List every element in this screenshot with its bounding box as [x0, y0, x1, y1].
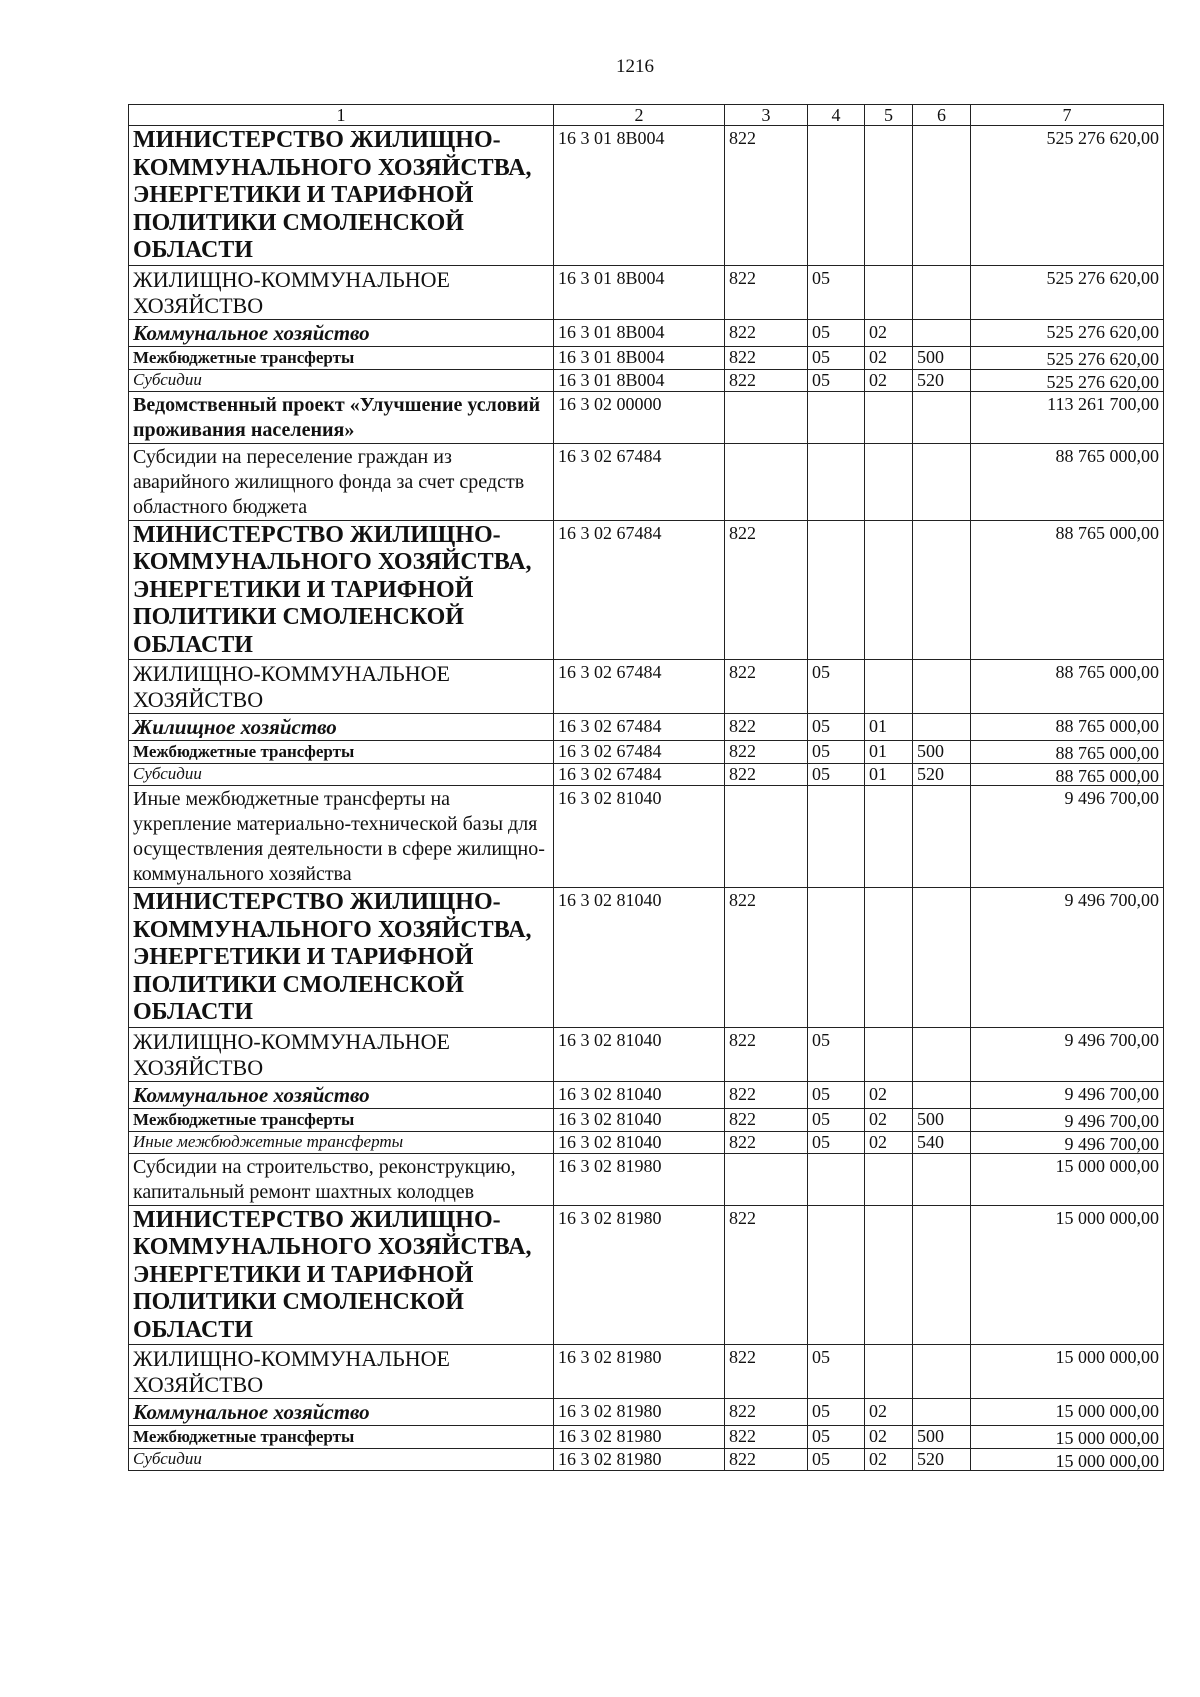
- amount-cell: 9 496 700,00: [971, 1027, 1164, 1081]
- amount-cell: 9 496 700,00: [971, 1108, 1164, 1131]
- subsection-code-cell: [865, 786, 913, 888]
- expense-type-code-cell: 540: [913, 1131, 971, 1153]
- page-number: 1216: [616, 56, 654, 77]
- expense-type-code-cell: 500: [913, 1108, 971, 1131]
- section-code-cell: 05: [808, 369, 865, 391]
- subsection-code-cell: 02: [865, 369, 913, 391]
- section-code-cell: 05: [808, 660, 865, 714]
- section-code-cell: 05: [808, 265, 865, 319]
- budget-owner-code-cell: 822: [725, 764, 808, 786]
- row-name-cell: Межбюджетные трансферты: [129, 346, 554, 369]
- section-code-cell: 05: [808, 1399, 865, 1426]
- budget-owner-code-cell: 822: [725, 660, 808, 714]
- subsection-code-cell: 01: [865, 714, 913, 741]
- header-col-1: 1: [129, 105, 554, 126]
- target-article-code-cell: 16 3 02 81980: [554, 1449, 725, 1471]
- target-article-code-cell: 16 3 01 8В004: [554, 319, 725, 346]
- expense-type-code-cell: 520: [913, 1449, 971, 1471]
- row-name-cell: Ведомственный проект «Улучшение условий проживания населения»: [129, 391, 554, 443]
- budget-owner-code-cell: 822: [725, 319, 808, 346]
- section-code-cell: 05: [808, 319, 865, 346]
- subsection-code-cell: 02: [865, 1426, 913, 1449]
- budget-owner-code-cell: 822: [725, 888, 808, 1028]
- budget-owner-code-cell: 822: [725, 1027, 808, 1081]
- target-article-code-cell: 16 3 02 81980: [554, 1153, 725, 1205]
- budget-owner-code-cell: 822: [725, 126, 808, 266]
- budget-owner-code-cell: [725, 443, 808, 520]
- subsection-code-cell: [865, 126, 913, 266]
- table-row: [129, 1205, 1164, 1345]
- target-article-code-cell: 16 3 01 8В004: [554, 369, 725, 391]
- expense-type-code-cell: [913, 714, 971, 741]
- section-code-cell: 05: [808, 764, 865, 786]
- row-name-cell: Коммунальное хозяйство: [129, 1399, 554, 1426]
- amount-cell: 9 496 700,00: [971, 786, 1164, 888]
- table-row: [129, 520, 1164, 660]
- row-name-cell: Иные межбюджетные трансферты на укрепление материально-технической базы для осуществления деятельности в сфере жилищно-коммунального хозяйства: [129, 786, 554, 888]
- budget-owner-code-cell: 822: [725, 369, 808, 391]
- expense-type-code-cell: [913, 391, 971, 443]
- target-article-code-cell: 16 3 02 81980: [554, 1399, 725, 1426]
- target-article-code-cell: 16 3 02 81040: [554, 1027, 725, 1081]
- section-code-cell: [808, 1153, 865, 1205]
- section-code-cell: 05: [808, 741, 865, 764]
- table-row: [129, 1449, 1164, 1471]
- amount-cell: 15 000 000,00: [971, 1345, 1164, 1399]
- amount-cell: 88 765 000,00: [971, 764, 1164, 786]
- amount-cell: 15 000 000,00: [971, 1153, 1164, 1205]
- header-col-3: 3: [725, 105, 808, 126]
- target-article-code-cell: 16 3 02 67484: [554, 764, 725, 786]
- expense-type-code-cell: [913, 443, 971, 520]
- target-article-code-cell: 16 3 02 81040: [554, 888, 725, 1028]
- row-name-cell: Межбюджетные трансферты: [129, 1426, 554, 1449]
- row-name-cell: ЖИЛИЩНО-КОММУНАЛЬНОЕ ХОЗЯЙСТВО: [129, 1027, 554, 1081]
- subsection-code-cell: [865, 443, 913, 520]
- target-article-code-cell: 16 3 02 81040: [554, 1081, 725, 1108]
- budget-owner-code-cell: 822: [725, 1399, 808, 1426]
- section-code-cell: [808, 391, 865, 443]
- table-body: [129, 126, 1164, 1471]
- expense-type-code-cell: 520: [913, 764, 971, 786]
- section-code-cell: 05: [808, 1131, 865, 1153]
- expense-type-code-cell: 500: [913, 1426, 971, 1449]
- subsection-code-cell: 01: [865, 764, 913, 786]
- header-col-5: 5: [865, 105, 913, 126]
- subsection-code-cell: [865, 391, 913, 443]
- row-name-cell: МИНИСТЕРСТВО ЖИЛИЩНО-КОММУНАЛЬНОГО ХОЗЯЙСТВА, ЭНЕРГЕТИКИ И ТАРИФНОЙ ПОЛИТИКИ СМОЛЕНСКОЙ ОБЛАСТИ: [129, 520, 554, 660]
- table-row: [129, 1131, 1164, 1153]
- row-name-cell: Субсидии: [129, 369, 554, 391]
- header-row: [129, 105, 1164, 126]
- section-code-cell: 05: [808, 1345, 865, 1399]
- amount-cell: 15 000 000,00: [971, 1205, 1164, 1345]
- row-name-cell: Коммунальное хозяйство: [129, 1081, 554, 1108]
- subsection-code-cell: [865, 1153, 913, 1205]
- target-article-code-cell: 16 3 02 81040: [554, 1108, 725, 1131]
- expense-type-code-cell: [913, 1153, 971, 1205]
- target-article-code-cell: 16 3 02 81980: [554, 1205, 725, 1345]
- amount-cell: 15 000 000,00: [971, 1426, 1164, 1449]
- row-name-cell: Иные межбюджетные трансферты: [129, 1131, 554, 1153]
- budget-owner-code-cell: [725, 1153, 808, 1205]
- target-article-code-cell: 16 3 02 67484: [554, 714, 725, 741]
- budget-owner-code-cell: 822: [725, 346, 808, 369]
- expense-type-code-cell: 500: [913, 346, 971, 369]
- target-article-code-cell: 16 3 02 81040: [554, 786, 725, 888]
- section-code-cell: 05: [808, 1108, 865, 1131]
- expense-type-code-cell: 520: [913, 369, 971, 391]
- section-code-cell: [808, 126, 865, 266]
- table-row: [129, 1081, 1164, 1108]
- subsection-code-cell: 01: [865, 741, 913, 764]
- row-name-cell: Межбюджетные трансферты: [129, 1108, 554, 1131]
- table-row: [129, 126, 1164, 266]
- amount-cell: 88 765 000,00: [971, 714, 1164, 741]
- target-article-code-cell: 16 3 01 8В004: [554, 126, 725, 266]
- table-row: [129, 1153, 1164, 1205]
- table-row: [129, 786, 1164, 888]
- amount-cell: 113 261 700,00: [971, 391, 1164, 443]
- row-name-cell: Жилищное хозяйство: [129, 714, 554, 741]
- amount-cell: 88 765 000,00: [971, 741, 1164, 764]
- subsection-code-cell: [865, 888, 913, 1028]
- budget-owner-code-cell: 822: [725, 1449, 808, 1471]
- amount-cell: 9 496 700,00: [971, 1081, 1164, 1108]
- amount-cell: 525 276 620,00: [971, 126, 1164, 266]
- expense-type-code-cell: [913, 1345, 971, 1399]
- amount-cell: 9 496 700,00: [971, 1131, 1164, 1153]
- target-article-code-cell: 16 3 02 67484: [554, 660, 725, 714]
- table-row: [129, 369, 1164, 391]
- target-article-code-cell: 16 3 02 81980: [554, 1426, 725, 1449]
- table-row: [129, 1027, 1164, 1081]
- amount-cell: 525 276 620,00: [971, 265, 1164, 319]
- table-row: [129, 265, 1164, 319]
- budget-owner-code-cell: 822: [725, 1426, 808, 1449]
- subsection-code-cell: [865, 1345, 913, 1399]
- row-name-cell: МИНИСТЕРСТВО ЖИЛИЩНО-КОММУНАЛЬНОГО ХОЗЯЙСТВА, ЭНЕРГЕТИКИ И ТАРИФНОЙ ПОЛИТИКИ СМОЛЕНСКОЙ ОБЛАСТИ: [129, 126, 554, 266]
- subsection-code-cell: [865, 1027, 913, 1081]
- row-name-cell: МИНИСТЕРСТВО ЖИЛИЩНО-КОММУНАЛЬНОГО ХОЗЯЙСТВА, ЭНЕРГЕТИКИ И ТАРИФНОЙ ПОЛИТИКИ СМОЛЕНСКОЙ ОБЛАСТИ: [129, 1205, 554, 1345]
- section-code-cell: 05: [808, 1426, 865, 1449]
- expense-type-code-cell: 500: [913, 741, 971, 764]
- amount-cell: 9 496 700,00: [971, 888, 1164, 1028]
- table-row: [129, 1345, 1164, 1399]
- expense-type-code-cell: [913, 520, 971, 660]
- section-code-cell: 05: [808, 1449, 865, 1471]
- table-row: [129, 764, 1164, 786]
- row-name-cell: МИНИСТЕРСТВО ЖИЛИЩНО-КОММУНАЛЬНОГО ХОЗЯЙСТВА, ЭНЕРГЕТИКИ И ТАРИФНОЙ ПОЛИТИКИ СМОЛЕНСКОЙ ОБЛАСТИ: [129, 888, 554, 1028]
- budget-owner-code-cell: [725, 786, 808, 888]
- amount-cell: 15 000 000,00: [971, 1449, 1164, 1471]
- budget-owner-code-cell: 822: [725, 1345, 808, 1399]
- subsection-code-cell: 02: [865, 1399, 913, 1426]
- target-article-code-cell: 16 3 02 81040: [554, 1131, 725, 1153]
- amount-cell: 88 765 000,00: [971, 660, 1164, 714]
- target-article-code-cell: 16 3 02 67484: [554, 443, 725, 520]
- table-row: [129, 1426, 1164, 1449]
- expense-type-code-cell: [913, 126, 971, 266]
- budget-owner-code-cell: 822: [725, 520, 808, 660]
- budget-owner-code-cell: 822: [725, 1131, 808, 1153]
- header-col-4: 4: [808, 105, 865, 126]
- row-name-cell: ЖИЛИЩНО-КОММУНАЛЬНОЕ ХОЗЯЙСТВО: [129, 660, 554, 714]
- budget-owner-code-cell: 822: [725, 1205, 808, 1345]
- row-name-cell: ЖИЛИЩНО-КОММУНАЛЬНОЕ ХОЗЯЙСТВО: [129, 1345, 554, 1399]
- table-row: [129, 1399, 1164, 1426]
- subsection-code-cell: [865, 1205, 913, 1345]
- section-code-cell: [808, 1205, 865, 1345]
- amount-cell: 88 765 000,00: [971, 520, 1164, 660]
- amount-cell: 525 276 620,00: [971, 346, 1164, 369]
- subsection-code-cell: [865, 660, 913, 714]
- row-name-cell: Субсидии: [129, 1449, 554, 1471]
- amount-cell: 525 276 620,00: [971, 319, 1164, 346]
- subsection-code-cell: 02: [865, 1131, 913, 1153]
- budget-owner-code-cell: 822: [725, 1108, 808, 1131]
- section-code-cell: 05: [808, 1081, 865, 1108]
- header-col-6: 6: [913, 105, 971, 126]
- row-name-cell: Межбюджетные трансферты: [129, 741, 554, 764]
- target-article-code-cell: 16 3 02 67484: [554, 741, 725, 764]
- table-row: [129, 888, 1164, 1028]
- table-row: [129, 391, 1164, 443]
- expense-type-code-cell: [913, 786, 971, 888]
- amount-cell: 525 276 620,00: [971, 369, 1164, 391]
- table-row: [129, 714, 1164, 741]
- expense-type-code-cell: [913, 1399, 971, 1426]
- expense-type-code-cell: [913, 888, 971, 1028]
- section-code-cell: 05: [808, 346, 865, 369]
- subsection-code-cell: 02: [865, 346, 913, 369]
- budget-owner-code-cell: 822: [725, 741, 808, 764]
- budget-owner-code-cell: 822: [725, 1081, 808, 1108]
- row-name-cell: Коммунальное хозяйство: [129, 319, 554, 346]
- section-code-cell: 05: [808, 714, 865, 741]
- amount-cell: 88 765 000,00: [971, 443, 1164, 520]
- subsection-code-cell: 02: [865, 1081, 913, 1108]
- row-name-cell: ЖИЛИЩНО-КОММУНАЛЬНОЕ ХОЗЯЙСТВО: [129, 265, 554, 319]
- target-article-code-cell: 16 3 02 67484: [554, 520, 725, 660]
- expense-type-code-cell: [913, 1081, 971, 1108]
- budget-owner-code-cell: 822: [725, 265, 808, 319]
- table-row: [129, 1108, 1164, 1131]
- section-code-cell: 05: [808, 1027, 865, 1081]
- budget-owner-code-cell: 822: [725, 714, 808, 741]
- subsection-code-cell: [865, 520, 913, 660]
- expense-type-code-cell: [913, 265, 971, 319]
- expense-type-code-cell: [913, 1205, 971, 1345]
- table-row: [129, 741, 1164, 764]
- expense-type-code-cell: [913, 319, 971, 346]
- row-name-cell: Субсидии на строительство, реконструкцию, капитальный ремонт шахтных колодцев: [129, 1153, 554, 1205]
- header-col-2: 2: [554, 105, 725, 126]
- row-name-cell: Субсидии: [129, 764, 554, 786]
- row-name-cell: Субсидии на переселение граждан из аварийного жилищного фонда за счет средств областного бюджета: [129, 443, 554, 520]
- section-code-cell: [808, 520, 865, 660]
- target-article-code-cell: 16 3 02 81980: [554, 1345, 725, 1399]
- target-article-code-cell: 16 3 01 8В004: [554, 265, 725, 319]
- expense-type-code-cell: [913, 660, 971, 714]
- subsection-code-cell: [865, 265, 913, 319]
- section-code-cell: [808, 786, 865, 888]
- budget-owner-code-cell: [725, 391, 808, 443]
- budget-table: [128, 104, 1164, 1471]
- table-row: [129, 660, 1164, 714]
- target-article-code-cell: 16 3 02 00000: [554, 391, 725, 443]
- table-row: [129, 346, 1164, 369]
- section-code-cell: [808, 443, 865, 520]
- amount-cell: 15 000 000,00: [971, 1399, 1164, 1426]
- expense-type-code-cell: [913, 1027, 971, 1081]
- header-col-7: 7: [971, 105, 1164, 126]
- subsection-code-cell: 02: [865, 319, 913, 346]
- table-row: [129, 443, 1164, 520]
- subsection-code-cell: 02: [865, 1108, 913, 1131]
- table-row: [129, 319, 1164, 346]
- subsection-code-cell: 02: [865, 1449, 913, 1471]
- section-code-cell: [808, 888, 865, 1028]
- target-article-code-cell: 16 3 01 8В004: [554, 346, 725, 369]
